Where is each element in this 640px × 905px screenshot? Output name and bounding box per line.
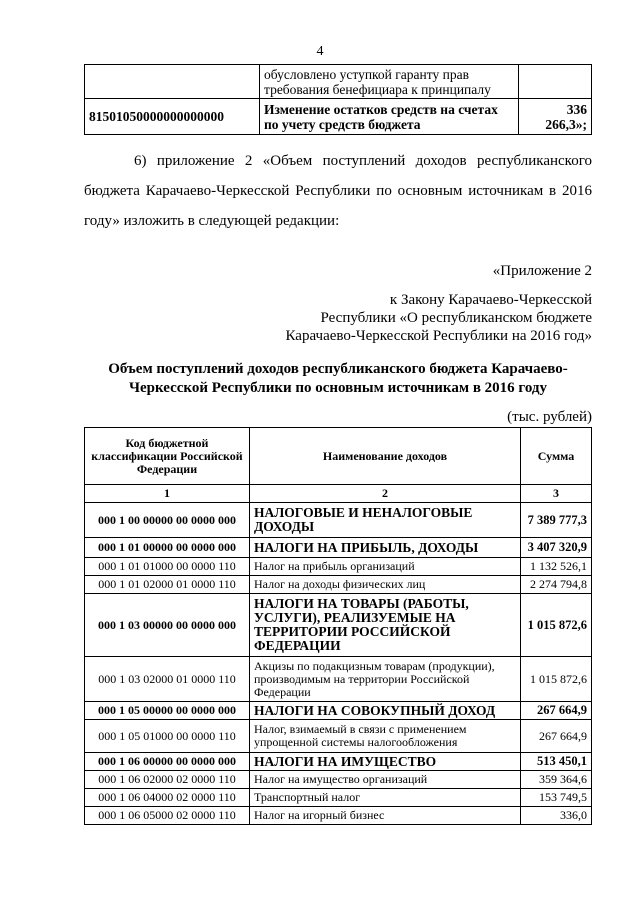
appendix-reference xyxy=(286,291,593,345)
intro-paragraph: 6) приложение 2 «Объем поступлений доходов республиканского бюджета Карачаево-Черкесской Республики по основным источникам в 2016 году» изложить в следующей редакции: xyxy=(84,153,592,229)
table-row xyxy=(85,65,592,99)
sum-cell: 336,0 xyxy=(521,807,592,825)
header-name: Наименование доходов xyxy=(250,428,521,485)
appendix-title: «Приложение 2 xyxy=(492,263,592,279)
sum-cell: 1 132 526,1 xyxy=(521,558,592,576)
sum-cell: 267 664,9 xyxy=(521,720,592,753)
page-number: 4 xyxy=(316,44,324,59)
table-row xyxy=(85,558,592,576)
table-row xyxy=(85,720,592,753)
table-row xyxy=(85,503,592,538)
name-cell: Налог на прибыль организаций xyxy=(250,558,521,576)
name-cell: НАЛОГИ НА СОВОКУПНЫЙ ДОХОД xyxy=(250,702,521,720)
sum-cell: 7 389 777,3 xyxy=(521,503,592,538)
code-cell: 000 1 01 02000 01 0000 110 xyxy=(85,576,250,594)
table-row xyxy=(85,538,592,558)
code-cell: 000 1 01 01000 00 0000 110 xyxy=(85,558,250,576)
name-cell: обусловлено уступкой гаранту прав требования бенефициара к принципалу xyxy=(260,65,519,99)
name-cell: НАЛОГИ НА ПРИБЫЛЬ, ДОХОДЫ xyxy=(250,538,521,558)
header-code: Код бюджетной классификации Российской Федерации xyxy=(85,428,250,485)
appendix-line: Карачаево-Черкесской Республики на 2016 год» xyxy=(285,328,592,344)
code-cell: 000 1 01 00000 00 0000 000 xyxy=(85,538,250,558)
name-cell: НАЛОГИ НА ИМУЩЕСТВО xyxy=(250,753,521,771)
amount-cell: 336 266,3»; xyxy=(519,99,592,135)
sum-cell: 2 274 794,8 xyxy=(521,576,592,594)
units-label: (тыс. рублей) xyxy=(507,409,592,425)
table-row xyxy=(85,99,592,135)
column-number: 3 xyxy=(521,485,592,503)
amount-cell xyxy=(519,65,592,99)
sum-cell: 1 015 872,6 xyxy=(521,594,592,657)
table-row xyxy=(85,789,592,807)
name-cell: Налог на игорный бизнес xyxy=(250,807,521,825)
name-cell: Налог, взимаемый в связи с применением упрощенной системы налогообложения xyxy=(250,720,521,753)
code-cell: 000 1 03 02000 01 0000 110 xyxy=(85,657,250,702)
document-title: Объем поступлений доходов республиканского бюджета Карачаево-Черкесской Республики по основным источникам в 2016 году xyxy=(108,361,568,396)
table-row xyxy=(85,753,592,771)
sum-cell: 359 364,6 xyxy=(521,771,592,789)
sum-cell: 267 664,9 xyxy=(521,702,592,720)
code-cell: 81501050000000000000 xyxy=(85,99,260,135)
code-cell: 000 1 05 00000 00 0000 000 xyxy=(85,702,250,720)
revenue-table xyxy=(84,427,592,825)
table-row xyxy=(85,657,592,702)
name-cell: НАЛОГОВЫЕ И НЕНАЛОГОВЫЕ ДОХОДЫ xyxy=(250,503,521,538)
code-cell: 000 1 06 02000 02 0000 110 xyxy=(85,771,250,789)
code-cell: 000 1 06 04000 02 0000 110 xyxy=(85,789,250,807)
name-cell: Налог на имущество организаций xyxy=(250,771,521,789)
code-cell: 000 1 03 00000 00 0000 000 xyxy=(85,594,250,657)
sum-cell: 1 015 872,6 xyxy=(521,657,592,702)
sum-cell: 513 450,1 xyxy=(521,753,592,771)
code-cell: 000 1 06 00000 00 0000 000 xyxy=(85,753,250,771)
table-row xyxy=(85,576,592,594)
table-row xyxy=(85,594,592,657)
name-cell: Транспортный налог xyxy=(250,789,521,807)
code-cell xyxy=(85,65,260,99)
table-row xyxy=(85,702,592,720)
table-row xyxy=(85,771,592,789)
column-number: 1 xyxy=(85,485,250,503)
appendix-line: Республики «О республиканском бюджете xyxy=(320,310,592,326)
continuation-table xyxy=(84,64,592,135)
name-cell: Акцизы по подакцизным товарам (продукции), производимым на территории Российской Федерации xyxy=(250,657,521,702)
sum-cell: 3 407 320,9 xyxy=(521,538,592,558)
name-cell: НАЛОГИ НА ТОВАРЫ (РАБОТЫ, УСЛУГИ), РЕАЛИЗУЕМЫЕ НА ТЕРРИТОРИИ РОССИЙСКОЙ ФЕДЕРАЦИИ xyxy=(250,594,521,657)
code-cell: 000 1 06 05000 02 0000 110 xyxy=(85,807,250,825)
code-cell: 000 1 05 01000 00 0000 110 xyxy=(85,720,250,753)
appendix-line: к Закону Карачаево-Черкесской xyxy=(389,292,592,308)
header-sum: Сумма xyxy=(521,428,592,485)
name-cell: Изменение остатков средств на счетах по учету средств бюджета xyxy=(260,99,519,135)
name-cell: Налог на доходы физических лиц xyxy=(250,576,521,594)
column-number-row xyxy=(85,485,592,503)
sum-cell: 153 749,5 xyxy=(521,789,592,807)
column-number: 2 xyxy=(250,485,521,503)
code-cell: 000 1 00 00000 00 0000 000 xyxy=(85,503,250,538)
table-header-row xyxy=(85,428,592,485)
table-row xyxy=(85,807,592,825)
